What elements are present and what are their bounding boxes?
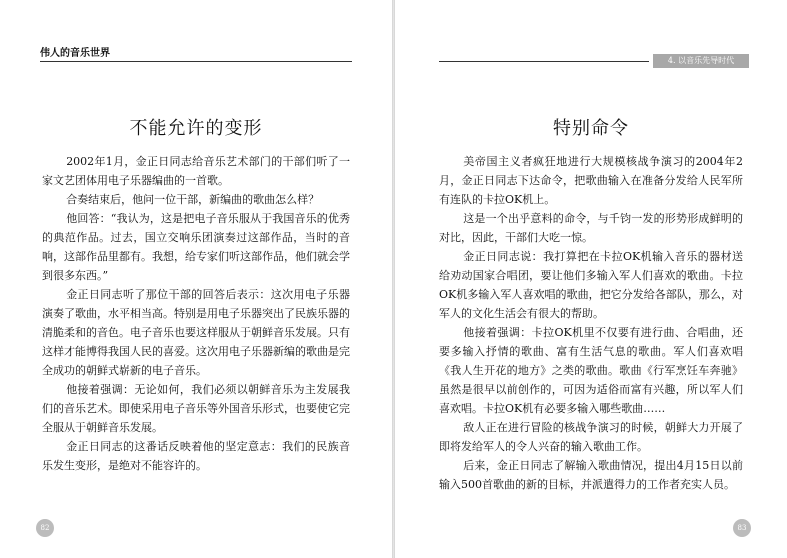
body-text (439, 152, 743, 494)
paragraph: 金正日同志说：我打算把在卡拉OK机输入音乐的器材送给劝动国家合唱团，要让他们多输入军人们喜欢的歌曲。卡拉OK机多输入军人喜欢唱的歌曲，把它分发给各部队，那么，对军人的文化生活会有很大的帮助。 (439, 250, 743, 320)
paragraph: 合奏结束后，他问一位干部，新编曲的歌曲怎么样？ (66, 193, 320, 206)
header-rule (439, 61, 649, 62)
running-head: 伟人的音乐世界 (40, 48, 110, 59)
paragraph: 2002年1月，金正日同志给音乐艺术部门的干部们听了一家文艺团体用电子乐器编曲的一首歌。 (42, 155, 350, 187)
paragraph: 他接着强调：无论如何，我们必须以朝鲜音乐为主发展我们的音乐艺术。即使采用电子音乐等外国音乐形式，也要使它完全服从于朝鲜音乐发展。 (42, 383, 350, 434)
page-number: 83 (733, 519, 751, 537)
paragraph: 美帝国主义者疯狂地进行大规模核战争演习的2004年2月，金正日同志下达命令，把歌曲输入在准备分发给人民军所有连队的卡拉OK机上。 (439, 155, 743, 206)
paragraph: 他回答：“我认为，这是把电子音乐服从于我国音乐的优秀的典范作品。过去，国立交响乐团演奏过这部作品，当时的音响，这部作品里都有。我想，给专家们听这部作品，他们就会学到很多东西。” (42, 212, 350, 282)
right-page (395, 0, 787, 558)
paragraph: 敌人正在进行冒险的核战争演习的时候，朝鲜大力开展了即将发给军人的令人兴奋的输入歌曲工作。 (439, 421, 743, 453)
body-text (42, 152, 350, 475)
chapter-title: 不能允许的变形 (129, 118, 263, 139)
header-rule (40, 61, 352, 62)
left-page (0, 0, 392, 558)
page-number: 82 (36, 519, 54, 537)
paragraph: 金正日同志听了那位干部的回答后表示：这次用电子乐器演奏了歌曲，水平相当高。特别是用电子乐器突出了民族乐器的清脆柔和的音色。电子音乐也要这样服从于朝鲜音乐发展。只有这样才能博得我国人民的喜爱。这次用电子乐器新编的歌曲是完全成功的朝鲜式崭新的电子音乐。 (42, 288, 350, 377)
paragraph: 后来，金正日同志了解输入歌曲情况，提出4月15日以前输入500首歌曲的新的目标，并派遣得力的工作者充实人员。 (439, 459, 743, 491)
paragraph: 这是一个出乎意料的命令，与千钧一发的形势形成鲜明的对比，因此，干部们大吃一惊。 (439, 212, 743, 244)
running-head: 4. 以音乐先导时代 (653, 54, 749, 68)
paragraph: 金正日同志的这番话反映着他的坚定意志：我们的民族音乐发生变形，是绝对不能容许的。 (42, 440, 350, 472)
chapter-title: 特别命令 (553, 118, 629, 139)
paragraph: 他接着强调：卡拉OK机里不仅要有进行曲、合唱曲，还要多输入抒情的歌曲、富有生活气息的歌曲。军人们喜欢唱《我人生开花的地方》之类的歌曲。歌曲《行军烹饪车奔驰》虽然是很早以前创作的，可因为适俗而富有兴趣，所以军人们喜欢唱。卡拉OK机有必要多输入哪些歌曲…… (439, 326, 743, 415)
